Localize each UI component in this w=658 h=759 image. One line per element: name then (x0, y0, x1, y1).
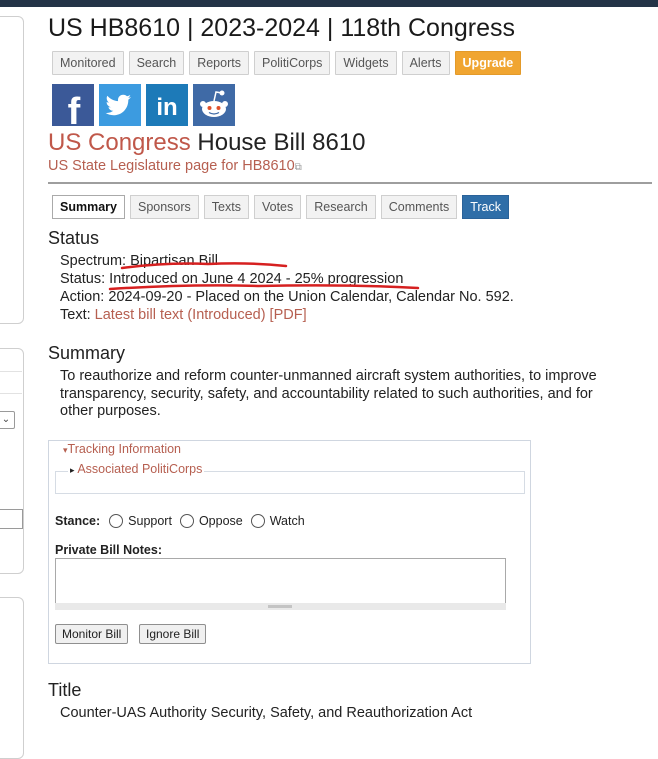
panel-divider (0, 393, 22, 394)
status-label: Status: (60, 271, 106, 287)
spectrum-value: Bipartisan Bill (130, 253, 218, 269)
svg-text:in: in (156, 94, 178, 121)
caret-down-icon: ▾ (63, 445, 68, 455)
bill-title-value: Counter-UAS Authority Security, Safety, and Reauthorization Act (60, 705, 473, 721)
private-notes-textarea[interactable] (55, 558, 506, 604)
tracking-legend[interactable] (61, 442, 183, 456)
tab-summary[interactable]: Summary (52, 195, 125, 219)
action-label: Action: (60, 289, 105, 305)
status-value: Introduced on June 4 2024 - 25% progression (109, 271, 404, 287)
page-title: US HB8610 | 2023-2024 | 118th Congress (48, 14, 515, 42)
svg-text:f: f (67, 91, 81, 126)
alerts-button[interactable]: Alerts (402, 51, 450, 75)
ignore-bill-button[interactable]: Ignore Bill (139, 624, 206, 644)
upgrade-button[interactable]: Upgrade (455, 51, 522, 75)
left-lower-panel (0, 597, 24, 759)
monitor-bill-button[interactable]: Monitor Bill (55, 624, 128, 644)
politicorps-button[interactable]: PolitiCorps (254, 51, 330, 75)
left-side-panel (0, 16, 24, 324)
caret-right-icon: ▸ (70, 465, 75, 475)
external-link-icon: ⧉ (294, 162, 302, 173)
panel-divider (0, 371, 22, 372)
summary-text: To reauthorize and reform counter-unmanned aircraft system authorities, to improve transparency, security, safety, and accountability related to such authorities, and for other purposes. (60, 368, 597, 419)
stance-oppose-label: Oppose (198, 514, 243, 528)
latest-bill-text-link[interactable]: Latest bill text (Introduced) [PDF] (94, 307, 307, 323)
stance-oppose-radio[interactable] (180, 514, 194, 528)
reports-button[interactable]: Reports (189, 51, 249, 75)
stance-support-label: Support (128, 514, 172, 528)
tracking-legend-text: Tracking Information (67, 442, 182, 456)
spectrum-label: Spectrum: (60, 253, 127, 269)
notes-resize-handle[interactable] (55, 603, 506, 610)
status-heading: Status (48, 228, 100, 248)
stance-watch-radio[interactable] (251, 514, 265, 528)
private-notes-label: Private Bill Notes: (55, 543, 162, 557)
title-heading: Title (48, 680, 82, 700)
bill-name: House Bill 8610 (197, 129, 366, 156)
tab-research[interactable]: Research (306, 195, 376, 219)
state-link-text[interactable]: US State Legislature page for HB8610 (48, 158, 295, 174)
bill-chamber: US Congress (48, 129, 191, 156)
tab-sponsors[interactable]: Sponsors (130, 195, 199, 219)
summary-heading: Summary (48, 343, 126, 363)
associated-politicorps-label: Associated PolitiCorps (77, 462, 203, 476)
tracking-fieldset (48, 440, 531, 664)
resize-grip (268, 605, 292, 608)
stance-watch-label: Watch (269, 514, 305, 528)
stance-group (55, 514, 305, 528)
text-label: Text: (60, 307, 91, 323)
stance-support-radio[interactable] (109, 514, 123, 528)
associated-politicorps-fieldset (55, 462, 525, 494)
tab-votes[interactable]: Votes (254, 195, 301, 219)
panel-input[interactable] (0, 509, 23, 529)
stance-label: Stance: (55, 514, 101, 528)
left-filter-panel (0, 348, 24, 574)
widgets-button[interactable]: Widgets (335, 51, 396, 75)
associated-politicorps-toggle[interactable] (68, 462, 204, 476)
action-value: 2024-09-20 - Placed on the Union Calendar, Calendar No. 592. (108, 289, 514, 305)
track-button[interactable]: Track (462, 195, 509, 219)
chevron-down-icon[interactable]: ⌄ (0, 411, 15, 429)
tab-comments[interactable]: Comments (381, 195, 457, 219)
red-annotation-marks (48, 0, 652, 330)
monitored-button[interactable]: Monitored (52, 51, 124, 75)
tab-texts[interactable]: Texts (204, 195, 249, 219)
search-button[interactable]: Search (129, 51, 185, 75)
